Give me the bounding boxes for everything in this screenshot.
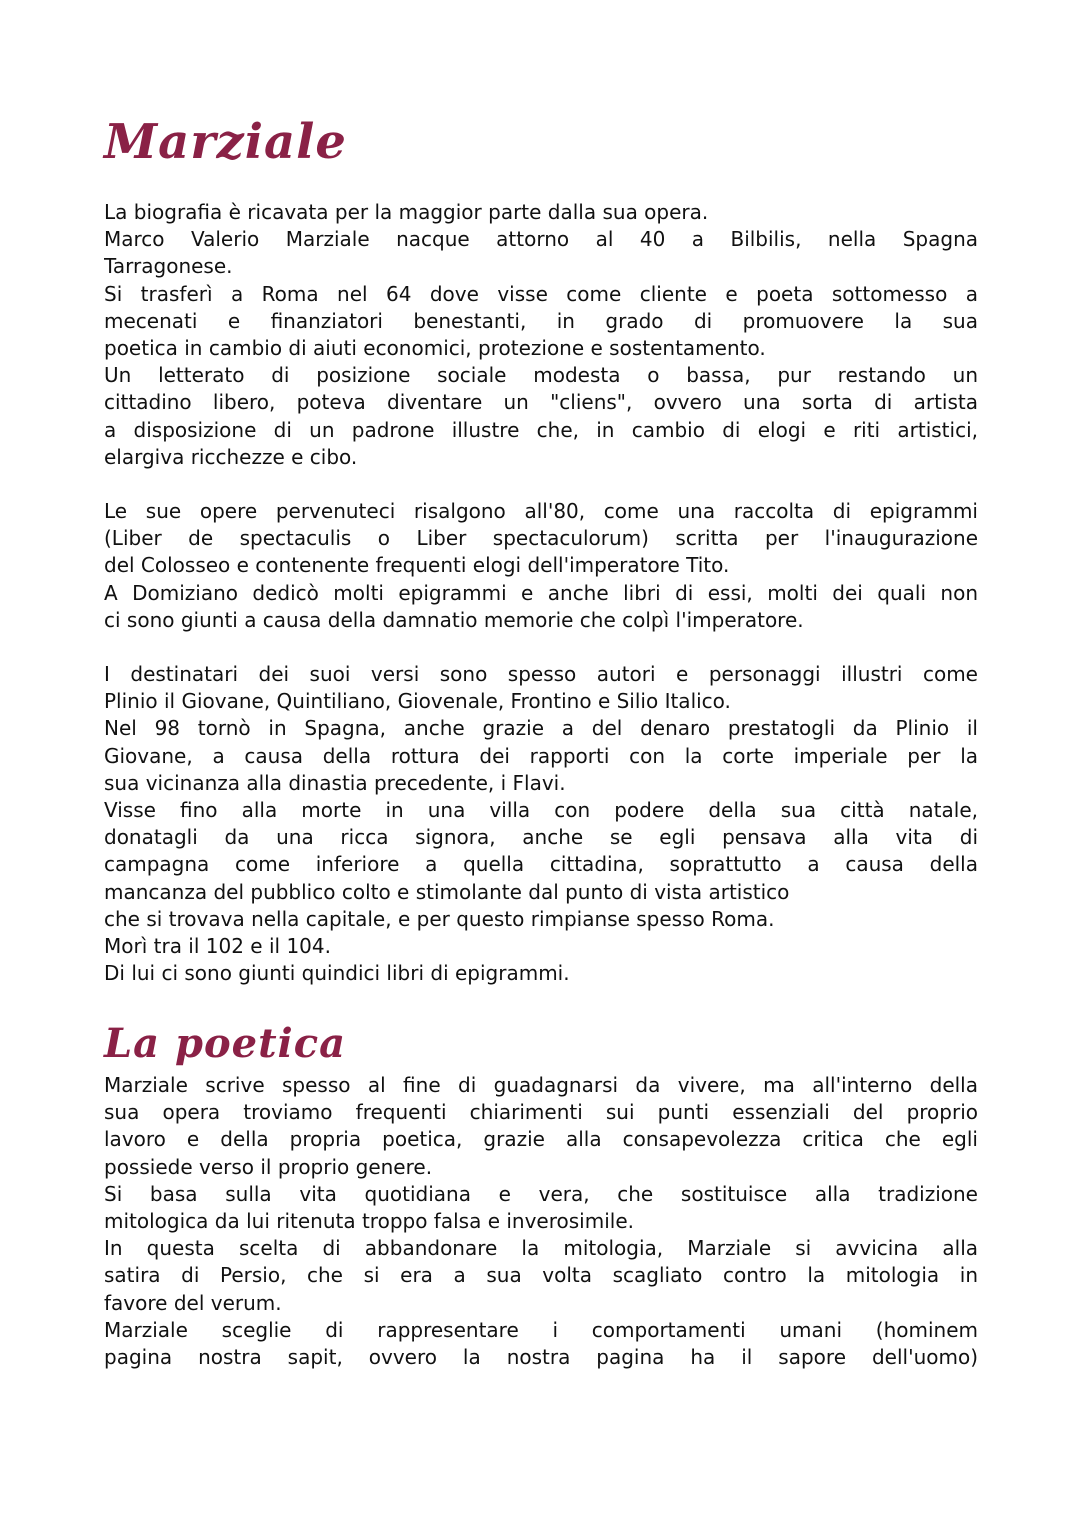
- text-line: Si basa sulla vita quotidiana e vera, che sostituisce alla tradizione: [104, 1181, 978, 1206]
- text-line: pagina nostra sapit, ovvero la nostra pagina ha il sapore dell'uomo): [104, 1344, 978, 1369]
- text-line: Marziale sceglie di rappresentare i comportamenti umani (hominem: [104, 1317, 978, 1342]
- text-line: elargiva ricchezze e cibo.: [104, 444, 358, 469]
- works-paragraph: [104, 498, 978, 634]
- text-line: cittadino libero, poteva diventare un "cliens", ovvero una sorta di artista: [104, 390, 978, 415]
- biography-paragraph: [104, 199, 978, 471]
- text-line: Visse fino alla morte in una villa con podere della sua città natale,: [104, 797, 978, 822]
- text-line: favore del verum.: [104, 1290, 282, 1315]
- text-line: a disposizione di un padrone illustre che, in cambio di elogi e riti artistici,: [104, 417, 978, 442]
- text-line: satira di Persio, che si era a sua volta scagliato contro la mitologia in: [104, 1263, 978, 1288]
- text-line: mitologica da lui ritenuta troppo falsa e inverosimile.: [104, 1208, 634, 1233]
- text-line: (Liber de spectaculis o Liber spectaculorum) scritta per l'inaugurazione: [104, 526, 978, 551]
- text-line: Marziale scrive spesso al fine di guadagnarsi da vivere, ma all'interno della: [104, 1073, 978, 1097]
- text-line: sua opera troviamo frequenti chiarimenti sui punti essenziali del proprio: [104, 1100, 978, 1125]
- poetics-paragraph: [104, 1072, 978, 1371]
- text-line: Si trasferì a Roma nel 64 dove visse come cliente e poeta sottomesso a: [104, 281, 978, 306]
- text-line: Nel 98 tornò in Spagna, anche grazie a del denaro prestatogli da Plinio il: [104, 716, 978, 741]
- text-line: Marco Valerio Marziale nacque attorno al 40 a Bilbilis, nella Spagna: [104, 227, 978, 252]
- text-line: A Domiziano dedicò molti epigrammi e anche libri di essi, molti dei quali non: [104, 580, 978, 605]
- later-life-paragraph: [104, 661, 978, 987]
- text-line: possiede verso il proprio genere.: [104, 1154, 433, 1179]
- text-line: Le sue opere pervenuteci risalgono all'80, come una raccolta di epigrammi: [104, 499, 978, 523]
- text-line: Di lui ci sono giunti quindici libri di epigrammi.: [104, 961, 570, 986]
- text-line: ci sono giunti a causa della damnatio memorie che colpì l'imperatore.: [104, 607, 804, 632]
- text-line: donatagli da una ricca signora, anche se egli pensava alla vita di: [104, 825, 978, 850]
- text-line: che si trovava nella capitale, e per questo rimpianse spesso Roma.: [104, 906, 775, 931]
- text-line: mecenati e finanziatori benestanti, in grado di promuovere la sua: [104, 308, 978, 333]
- text-line: lavoro e della propria poetica, grazie alla consapevolezza critica che egli: [104, 1127, 978, 1152]
- section-title: La poetica: [104, 1020, 347, 1067]
- text-line: I destinatari dei suoi versi sono spesso autori e personaggi illustri come: [104, 662, 978, 686]
- text-line: Un letterato di posizione sociale modesta o bassa, pur restando un: [104, 363, 978, 388]
- text-line: Tarragonese.: [104, 254, 233, 279]
- text-line: In questa scelta di abbandonare la mitologia, Marziale si avvicina alla: [104, 1236, 978, 1261]
- text-line: campagna come inferiore a quella cittadina, soprattutto a causa della: [104, 852, 978, 877]
- text-line: Plinio il Giovane, Quintiliano, Giovenale, Frontino e Silio Italico.: [104, 689, 731, 714]
- text-line: del Colosseo e contenente frequenti elogi dell'imperatore Tito.: [104, 553, 730, 578]
- text-line: poetica in cambio di aiuti economici, protezione e sostentamento.: [104, 335, 766, 360]
- text-line: La biografia è ricavata per la maggior parte dalla sua opera.: [104, 200, 709, 224]
- text-line: sua vicinanza alla dinastia precedente, i Flavi.: [104, 770, 566, 795]
- page-title: Marziale: [104, 114, 347, 170]
- text-line: Giovane, a causa della rottura dei rapporti con la corte imperiale per la: [104, 743, 978, 768]
- text-line: mancanza del pubblico colto e stimolante dal punto di vista artistico: [104, 879, 790, 904]
- text-line: Morì tra il 102 e il 104.: [104, 933, 331, 958]
